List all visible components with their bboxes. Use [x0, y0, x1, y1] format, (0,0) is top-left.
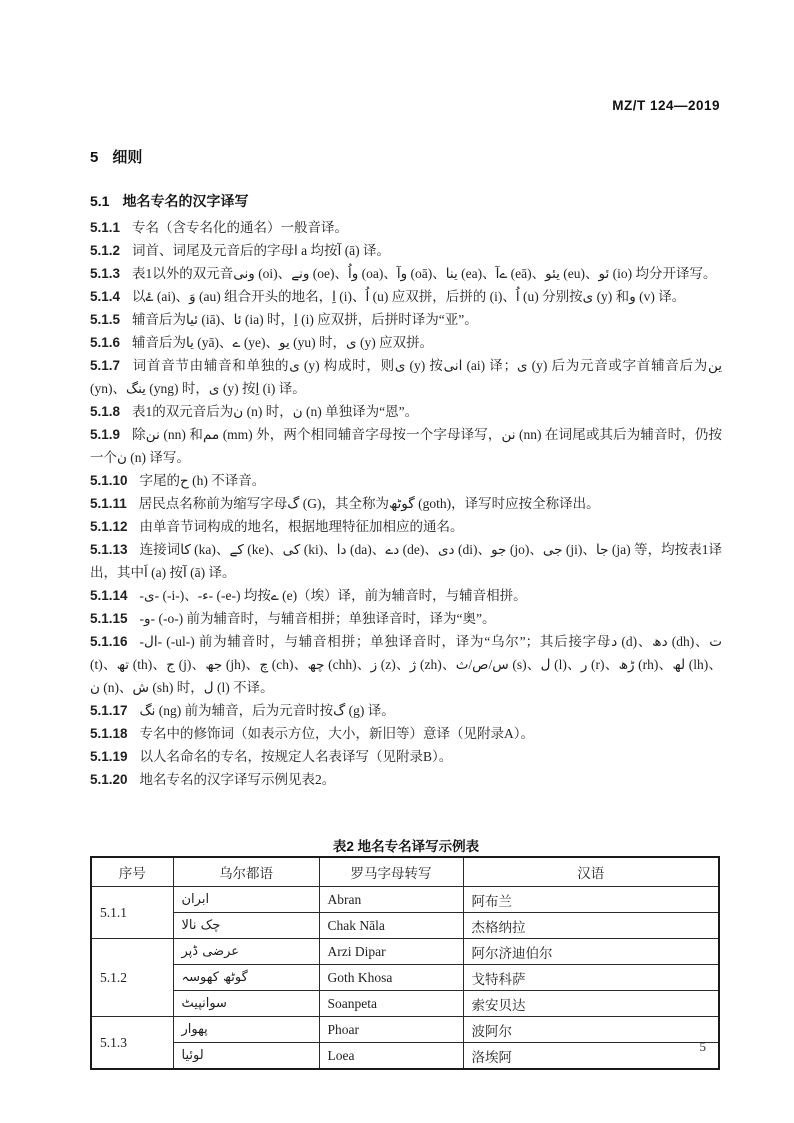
clause-number: 5.1.13	[90, 542, 128, 557]
clause	[90, 722, 722, 745]
clause-list	[90, 216, 722, 791]
clause	[90, 745, 722, 768]
cell-roman: Goth Khosa	[319, 965, 463, 991]
clause-number: 5.1.3	[90, 266, 121, 281]
clause-number: 5.1.5	[90, 312, 121, 327]
cell-urdu: لوئیا	[173, 1043, 319, 1070]
subsection-title: 地名专名的汉字译写	[122, 193, 249, 209]
cell-chinese: 阿布兰	[463, 887, 719, 913]
table-row	[91, 991, 719, 1017]
cell-chinese: 杰格纳拉	[463, 913, 719, 939]
clause-text: 表1的双元音后为ن (n) 时，ن (n) 单独译为“恩”。	[132, 404, 419, 419]
cell-serial: 5.1.3	[91, 1017, 173, 1070]
clause-number: 5.1.18	[90, 726, 128, 741]
subsection-heading	[90, 191, 248, 211]
clause-text: -و- (-o-) 前为辅音时，与辅音相拼；单独译音时，译为“奥”。	[139, 611, 496, 626]
clause-number: 5.1.20	[90, 772, 128, 787]
col-serial: 序号	[91, 857, 173, 887]
clause-number: 5.1.2	[90, 243, 121, 258]
table-row	[91, 1043, 719, 1070]
section-number: 5	[90, 149, 99, 166]
cell-chinese: 洛埃阿	[463, 1043, 719, 1070]
clause-text: 连接词کا (ka)、کے (ke)、کی (ki)、دا (da)、دے (de)、دی (di)、جو (jo)、جی (ji)、جا (ja) 等，均按表1译出，其中اَ (a) 按آ (ā) 译。	[90, 542, 723, 580]
cell-chinese: 戈特科萨	[463, 965, 719, 991]
table-row	[91, 965, 719, 991]
clause	[90, 331, 722, 354]
clause	[90, 400, 722, 423]
cell-urdu: عرضی ڈپر	[173, 939, 319, 965]
clause-text: 辅音后为یا (yā)、ے (ye)、یو (yu) 时，ی (y) 应双拼。	[132, 335, 434, 350]
clause-number: 5.1.8	[90, 404, 121, 419]
clause	[90, 699, 722, 722]
cell-urdu: پھوار	[173, 1017, 319, 1043]
col-urdu: 乌尔都语	[173, 857, 319, 887]
table-row	[91, 887, 719, 913]
clause	[90, 630, 722, 699]
table-title: 表2 地名专名译写示例表	[332, 839, 480, 854]
clause-number: 5.1.15	[90, 611, 128, 626]
subsection-number: 5.1	[90, 193, 110, 209]
cell-urdu: ابران	[173, 887, 319, 913]
clause-number: 5.1.17	[90, 703, 128, 718]
clause	[90, 515, 722, 538]
table-row	[91, 939, 719, 965]
col-chinese: 汉语	[463, 857, 719, 887]
cell-roman: Arzi Dipar	[319, 939, 463, 965]
clause-number: 5.1.19	[90, 749, 128, 764]
clause	[90, 354, 722, 400]
cell-urdu: چک نالا	[173, 913, 319, 939]
clause-number: 5.1.11	[90, 496, 127, 511]
clause-number: 5.1.12	[90, 519, 128, 534]
cell-urdu: گوٹھ کھوسہ	[173, 965, 319, 991]
clause	[90, 423, 722, 469]
clause	[90, 216, 722, 239]
clause-number: 5.1.7	[90, 358, 121, 373]
clause-number: 5.1.1	[90, 220, 121, 235]
standard-code: MZ/T 124—2019	[612, 98, 720, 113]
clause-text: -ال- (-ul-) 前为辅音时，与辅音相拼；单独译音时，译为“乌尔”；其后接字母د (d)、دھ (dh)、ت (t)、تھ (th)、ج (j)、جھ (jh)、چ (ch)、چھ (chh)、ز (z)、ژ (zh)、س/ص/ث (s)、ل (l)、ر (r)、ڑھ (rh)、لھ (lh)、ن (n)、ش (sh) 时，ل (l) 不译。	[90, 634, 722, 695]
clause-text: 地名专名的汉字译写示例见表2。	[139, 772, 336, 787]
clause	[90, 768, 722, 791]
clause-number: 5.1.10	[90, 473, 128, 488]
clause-number: 5.1.6	[90, 335, 121, 350]
cell-chinese: 波阿尔	[463, 1017, 719, 1043]
clause-text: 字尾的ح (h) 不译音。	[139, 473, 266, 488]
clause-text: 专名（含专名化的通名）一般音译。	[132, 220, 349, 235]
clause-text: 表1以外的双元音ونی (oi)、ونے (oe)、واُ (oa)、وآ (oā)、ینا (ea)、ےآ (eā)、یئو (eu)、ئو (io) 均分开译写。	[132, 266, 717, 281]
clause	[90, 308, 722, 331]
cell-roman: Chak Nāla	[319, 913, 463, 939]
clause	[90, 262, 722, 285]
clause-number: 5.1.14	[90, 588, 128, 603]
cell-urdu: سوانپیٹ	[173, 991, 319, 1017]
col-roman: 罗马字母转写	[319, 857, 463, 887]
transliteration-example-table	[90, 856, 720, 1070]
table-header-row	[91, 857, 719, 887]
clause-text: 以ۓ (ai)、وَ (au) 组合开头的地名，اِ (i)、اُ (u) 应双拼，后拼的 (i)、اُ (u) 分别按ی (y) 和و (v) 译。	[132, 289, 686, 304]
cell-roman: Loea	[319, 1043, 463, 1070]
clause-text: 专名中的修饰词（如表示方位，大小，新旧等）意译（见附录A）。	[139, 726, 535, 741]
clause-text: 辅音后为ئیا (iā)、ئا (ia) 时，اِ (i) 应双拼，后拼时译为“亚”。	[132, 312, 478, 327]
clause-text: نگ (ng) 前为辅音，后为元音时按گ (g) 译。	[139, 703, 395, 718]
clause	[90, 538, 722, 584]
cell-serial: 5.1.1	[91, 887, 173, 939]
clause-number: 5.1.16	[90, 634, 128, 649]
cell-chinese: 索安贝达	[463, 991, 719, 1017]
clause-number: 5.1.9	[90, 427, 121, 442]
clause-text: 居民点名称前为缩写字母گ (G)，其全称为گوٹھ (goth)，译写时应按全称译出。	[138, 496, 600, 511]
cell-roman: Soanpeta	[319, 991, 463, 1017]
clause	[90, 239, 722, 262]
clause-text: 由单音节词构成的地名，根据地理特征加相应的通名。	[139, 519, 464, 534]
clause	[90, 492, 722, 515]
page-number: 5	[699, 1039, 706, 1054]
section-heading	[90, 146, 142, 167]
clause-text: 除نن (nn) 和مم (mm) 外，两个相同辅音字母按一个字母译写，نن (nn) 在词尾或其后为辅音时，仍按一个ن (n) 译写。	[90, 427, 723, 465]
table-row	[91, 1017, 719, 1043]
clause-text: 以人名命名的专名，按规定人名表译写（见附录B）。	[139, 749, 453, 764]
clause-text: 词首音节由辅音和单独的ی (y) 构成时，则ی (y) 按انی (ai) 译；ی (y) 后为元音或字首辅音后为ین (yn)、ینگ (yng) 时，ی (y) 按اِ (i) 译。	[90, 358, 723, 396]
cell-roman: Phoar	[319, 1017, 463, 1043]
clause-number: 5.1.4	[90, 289, 121, 304]
section-title: 细则	[112, 149, 143, 166]
clause	[90, 607, 722, 630]
cell-roman: Abran	[319, 887, 463, 913]
table-row	[91, 913, 719, 939]
clause	[90, 584, 722, 607]
cell-chinese: 阿尔济迪伯尔	[463, 939, 719, 965]
clause	[90, 285, 722, 308]
clause-text: -ی- (-i-)、-ء- (-e-) 均按ے (e)（埃）译，前为辅音时，与辅音相拼。	[139, 588, 527, 603]
clause	[90, 469, 722, 492]
cell-serial: 5.1.2	[91, 939, 173, 1017]
clause-text: 词首、词尾及元音后的字母ا a 均按آ (ā) 译。	[132, 243, 391, 258]
